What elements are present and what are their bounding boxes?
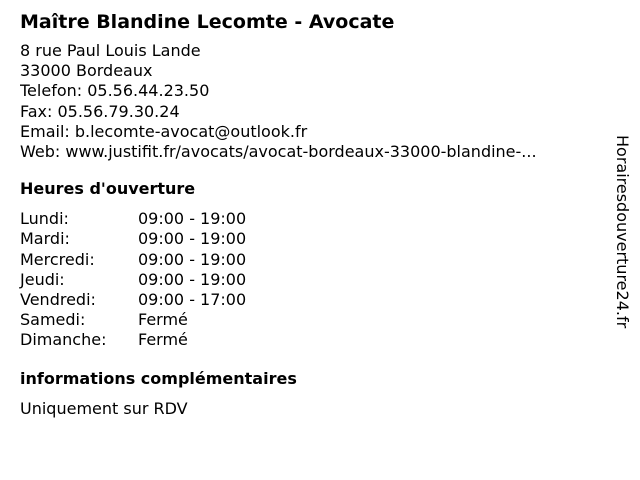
day-hours: 09:00 - 19:00 <box>138 249 247 269</box>
fax-number: Fax: 05.56.79.30.24 <box>20 101 180 121</box>
opening-hours-heading: Heures d'ouverture <box>20 179 196 199</box>
additional-info-text: Uniquement sur RDV <box>20 398 188 418</box>
hours-row-thursday <box>20 270 605 290</box>
day-hours: Fermé <box>138 330 188 350</box>
day-hours: 09:00 - 19:00 <box>138 269 247 289</box>
page-title: Maître Blandine Lecomte - Avocate <box>20 11 395 33</box>
day-label: Mardi: <box>20 229 70 249</box>
brand-watermark: Horairesdouverture24.fr <box>613 135 632 329</box>
day-label: Jeudi: <box>20 269 65 289</box>
day-hours: 09:00 - 19:00 <box>138 229 247 249</box>
day-hours: 09:00 - 17:00 <box>138 290 247 310</box>
day-label: Samedi: <box>20 310 86 330</box>
contact-block <box>20 41 605 162</box>
hours-row-monday <box>20 209 605 229</box>
additional-info-heading: informations complémentaires <box>20 368 297 388</box>
email-address: Email: b.lecomte-avocat@outlook.fr <box>20 121 308 141</box>
day-hours: 09:00 - 19:00 <box>138 209 247 229</box>
phone-number: Telefon: 05.56.44.23.50 <box>20 81 210 101</box>
day-hours: Fermé <box>138 310 188 330</box>
hours-row-tuesday <box>20 229 605 249</box>
hours-row-sunday <box>20 330 605 350</box>
hours-row-saturday <box>20 310 605 330</box>
city-postal-code: 33000 Bordeaux <box>20 61 153 81</box>
day-label: Vendredi: <box>20 290 96 310</box>
website-url: Web: www.justifit.fr/avocats/avocat-bordeaux-33000-blandine-... <box>20 142 537 162</box>
hours-row-wednesday <box>20 250 605 270</box>
opening-hours-table <box>20 209 605 350</box>
day-label: Dimanche: <box>20 330 107 350</box>
day-label: Lundi: <box>20 209 69 229</box>
hours-row-friday <box>20 290 605 310</box>
street-address: 8 rue Paul Louis Lande <box>20 41 201 60</box>
business-listing <box>20 10 605 419</box>
day-label: Mercredi: <box>20 249 95 269</box>
